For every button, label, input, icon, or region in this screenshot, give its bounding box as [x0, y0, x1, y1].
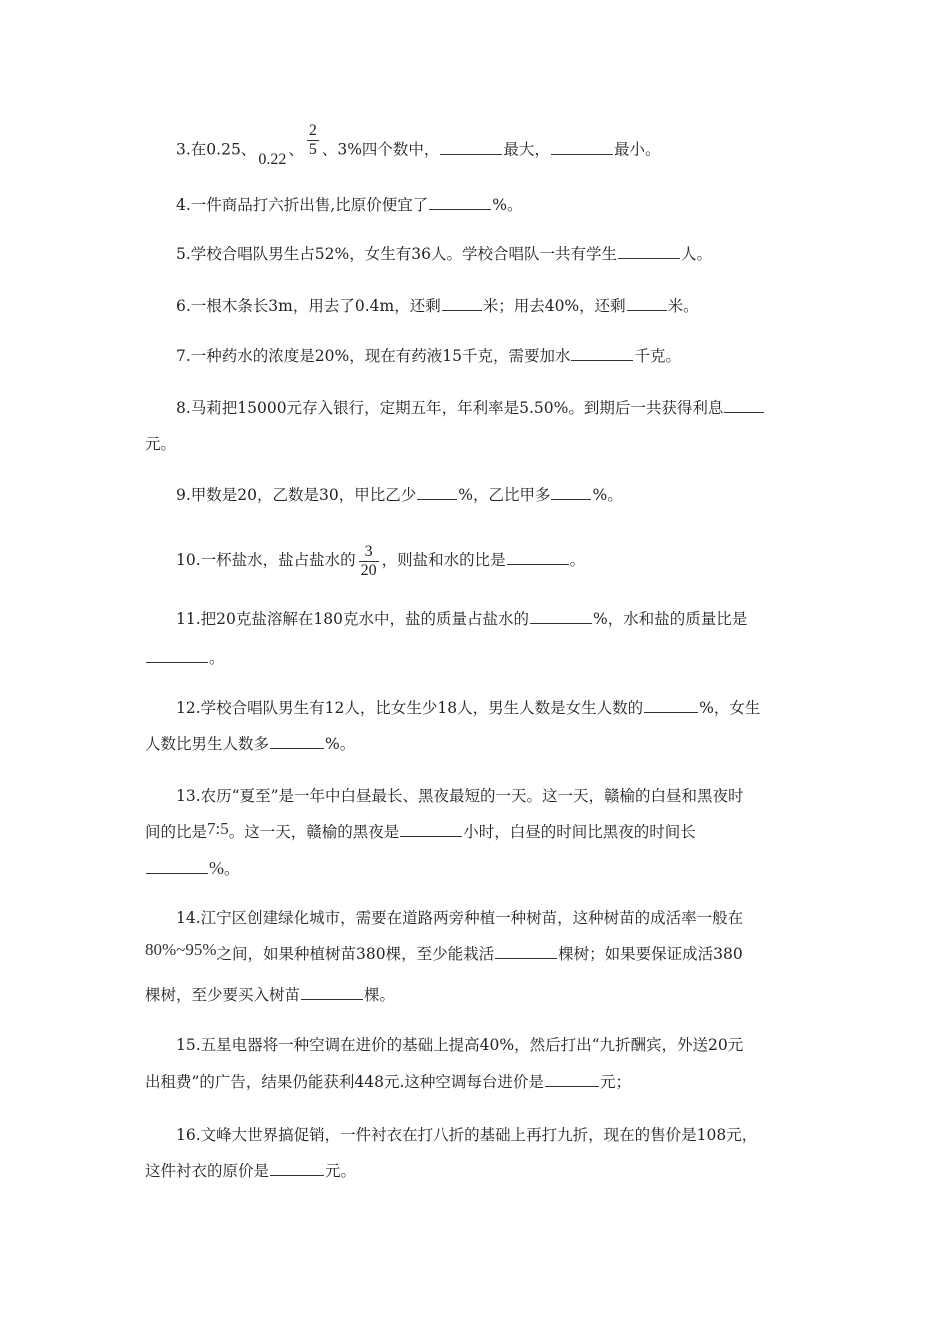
question-16	[176, 1125, 757, 1145]
q3-fraction	[307, 122, 319, 159]
question-7	[176, 346, 681, 366]
q3-fraction-num: 2	[308, 122, 317, 139]
q12-blank-1[interactable]	[644, 698, 698, 713]
question-13-cont-2	[145, 858, 240, 879]
question-15-cont	[145, 1072, 631, 1092]
q4-blank[interactable]	[429, 195, 491, 210]
q7-blank[interactable]	[571, 346, 633, 361]
question-12	[176, 698, 760, 718]
q13-text-b: 间的比是	[145, 823, 208, 841]
q12-text-c: 人数比男生人数多	[145, 735, 270, 753]
question-13	[176, 786, 744, 806]
q8-text-b: 元。	[145, 435, 177, 453]
question-15	[176, 1035, 743, 1055]
q7-text-b: 千克。	[634, 347, 681, 365]
question-8-cont	[145, 434, 176, 454]
q16-text-b: 这件衬衣的原价是	[145, 1162, 270, 1180]
q13-ratio: 7:5	[207, 819, 229, 838]
q10-text-b: ，则盐和水的比是	[381, 551, 506, 569]
q6-text-b: 米；用去40%，还剩	[482, 297, 626, 315]
q6-blank-2[interactable]	[627, 296, 667, 311]
q3-blank-2[interactable]	[551, 140, 613, 155]
q3-text-d: 最小。	[613, 140, 661, 159]
q11-blank-1[interactable]	[530, 609, 592, 624]
question-16-cont	[145, 1161, 356, 1181]
q5-text-b: 人。	[680, 245, 712, 263]
q11-text-a: 11.把20克盐溶解在180克水中，盐的质量占盐水的	[176, 610, 529, 628]
q5-blank[interactable]	[618, 244, 680, 259]
q13-percent-sign: %	[209, 858, 224, 878]
q3-blank-1[interactable]	[440, 140, 502, 155]
question-8	[176, 398, 765, 418]
q8-text-a: 8.马莉把15000元存入银行，定期五年，年利率是5.50%。到期后一共获得利息	[176, 399, 724, 417]
q3-repeating-decimal: 0.22	[258, 150, 287, 168]
q14-range: 80%~95%	[145, 940, 217, 959]
question-9	[176, 485, 623, 505]
q14-blank-2[interactable]	[301, 985, 363, 1000]
q14-text-c: 棵树；如果要保证成活380	[558, 945, 743, 963]
q14-text-d: 棵树，至少要买入树苗	[145, 986, 301, 1004]
q11-blank-2[interactable]	[146, 648, 208, 663]
q3-sep: 、	[288, 140, 304, 159]
q8-blank[interactable]	[724, 398, 764, 413]
q16-text-a: 16.文峰大世界搞促销，一件衬衣在打八折的基础上再打九折，现在的售价是108元，	[176, 1126, 758, 1144]
question-14-cont-1	[145, 940, 743, 964]
question-12-cont	[145, 734, 355, 754]
q13-text-d: 小时，白昼的时间比黑夜的时间长	[463, 823, 696, 841]
q3-text-a: 3.在0.25、	[176, 140, 257, 159]
q14-text-b: 之间，如果种植树苗380棵，至少能栽活	[216, 945, 495, 963]
q15-text-a: 15.五星电器将一种空调在进价的基础上提高40%，然后打出“九折酬宾，外送20元	[176, 1036, 744, 1054]
q3-fraction-den: 5	[308, 141, 317, 158]
q13-blank-2[interactable]	[146, 859, 208, 874]
question-14-cont-2	[145, 985, 395, 1005]
q9-text-c: %。	[592, 486, 623, 504]
q12-text-a: 12.学校合唱队男生有12人，比女生少18人，男生人数是女生人数的	[176, 699, 644, 717]
q6-blank-1[interactable]	[442, 296, 482, 311]
q10-text-a: 10.一杯盐水，盐占盐水的	[176, 551, 356, 569]
q13-text-c: 。这一天，赣榆的黑夜是	[228, 823, 400, 841]
q12-blank-2[interactable]	[270, 734, 324, 749]
q4-text-b: %。	[492, 196, 523, 214]
question-6	[176, 296, 699, 316]
q14-text-a: 14.江宁区创建绿化城市，需要在道路两旁种植一种树苗，这种树苗的成活率一般在	[176, 909, 744, 927]
q3-text-b: 、3%四个数中，	[321, 140, 440, 159]
q14-blank-1[interactable]	[495, 944, 557, 959]
q15-text-b: 出租费”的广告，结果仍能获利448元.这种空调每台进价是	[145, 1073, 544, 1091]
q7-text-a: 7.一种药水的浓度是20%，现在有药液15千克，需要加水	[176, 347, 571, 365]
q9-text-a: 9.甲数是20，乙数是30，甲比乙少	[176, 486, 417, 504]
q11-text-c: 。	[209, 649, 225, 667]
q13-text-e: 。	[224, 860, 240, 878]
question-11	[176, 609, 747, 629]
q10-blank[interactable]	[507, 550, 569, 565]
q4-text-a: 4.一件商品打六折出售,比原价便宜了	[176, 196, 429, 214]
question-3	[176, 122, 661, 169]
q15-blank[interactable]	[545, 1072, 599, 1087]
q9-text-b: %，乙比甲多	[458, 486, 551, 504]
q11-text-b: %，水和盐的质量比是	[592, 610, 748, 628]
q3-text-c: 最大，	[503, 140, 550, 159]
q13-blank-1[interactable]	[400, 822, 462, 837]
q5-text-a: 5.学校合唱队男生占52%，女生有36人。学校合唱队一共有学生	[176, 245, 617, 263]
question-10	[176, 540, 585, 580]
q10-fraction	[359, 543, 379, 580]
question-11-cont	[145, 648, 225, 668]
q13-text-a: 13.农历“夏至”是一年中白昼最长、黑夜最短的一天。这一天，赣榆的白昼和黑夜时	[176, 787, 744, 805]
question-5	[176, 244, 712, 264]
question-14	[176, 908, 743, 928]
q9-blank-1[interactable]	[417, 485, 457, 500]
q10-text-c: 。	[569, 551, 586, 569]
q14-text-e: 棵。	[364, 986, 396, 1004]
q16-text-c: 元。	[325, 1162, 357, 1180]
q12-text-b: %，女生	[699, 699, 761, 717]
q12-text-d: %。	[325, 735, 356, 753]
q9-blank-2[interactable]	[551, 485, 591, 500]
q16-blank[interactable]	[270, 1161, 324, 1176]
question-4	[176, 195, 522, 215]
q10-fraction-den: 20	[360, 561, 377, 579]
q10-fraction-num: 3	[364, 542, 373, 560]
q15-text-c: 元；	[599, 1073, 631, 1091]
q6-text-a: 6.一根木条长3m，用去了0.4m，还剩	[176, 297, 441, 315]
q6-text-c: 米。	[667, 297, 699, 315]
question-13-cont-1	[145, 819, 696, 842]
